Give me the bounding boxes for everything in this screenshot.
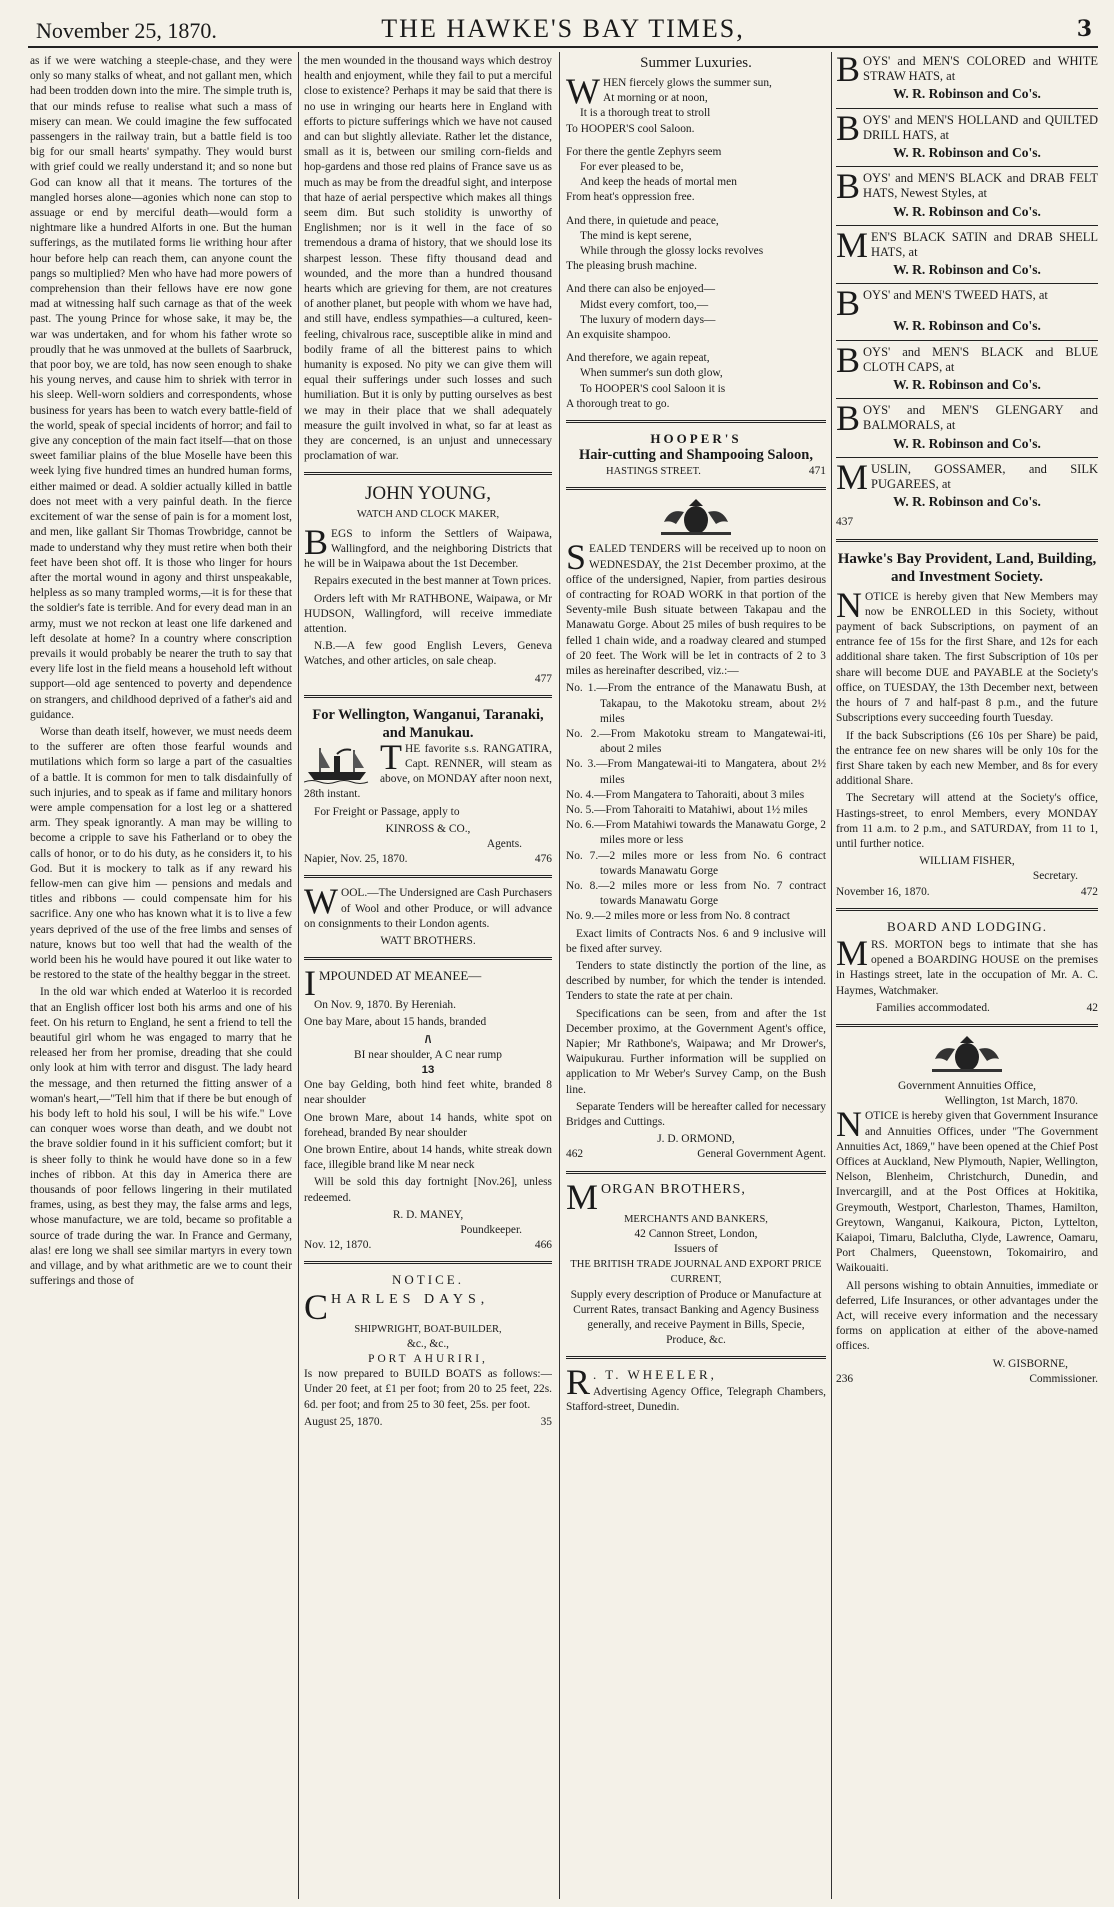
divider — [836, 166, 1098, 167]
signature-title: Commissioner. — [1029, 1372, 1098, 1385]
impound-item: One brown Mare, about 14 hands, white spot on forehead, branded By near shoulder — [304, 1111, 552, 1139]
contract-item: No. 8.—2 miles more or less from No. 7 contract towards Manawatu Gorge — [566, 879, 826, 908]
advert-heading: BOARD AND LODGING. — [887, 918, 1047, 934]
divider — [304, 1261, 552, 1264]
drop-cap: S — [566, 537, 587, 578]
column-4 — [836, 54, 1098, 1899]
issue-date: November 25, 1870. — [36, 18, 217, 43]
advert-place-date: Napier, Nov. 25, 1870. — [304, 853, 408, 866]
drop-cap: N — [836, 1104, 862, 1145]
impound-item: One brown Entire, about 14 hands, white streak down face, illegible brand like M near neck — [304, 1143, 552, 1172]
poem-line: And therefore, we again repeat, — [566, 352, 710, 365]
poem-line: When summer's sun doth glow, — [580, 367, 723, 380]
advert-number: 437 — [836, 516, 854, 529]
hat-advert — [836, 398, 1098, 451]
advert-place: PORT AHURIRI, — [368, 1353, 488, 1366]
hat-advert — [836, 283, 1098, 334]
advert-address: 42 Cannon Street, London, — [634, 1227, 758, 1240]
advert-body: EN'S BLACK SATIN and DRAB SHELL HATS, at — [871, 229, 1098, 260]
advert-number: 462 — [566, 1148, 584, 1161]
poem-line: For there the gentle Zephyrs seem — [566, 145, 722, 158]
poem-title: Summer Luxuries. — [640, 55, 752, 71]
advert-heading: NOTICE. — [392, 1272, 464, 1288]
poem-line: And there, in quietude and peace, — [566, 214, 719, 227]
hat-adverts — [836, 54, 1098, 509]
advert-board-lodging — [836, 919, 1098, 1016]
divider — [836, 457, 1098, 458]
column-rule — [831, 52, 832, 1899]
advert-signature: WATT BROTHERS. — [380, 934, 476, 947]
advert-number: 472 — [1080, 885, 1098, 898]
advert-heading: HOOPER'S — [650, 431, 742, 447]
advert-firm: W. R. Robinson and Co's. — [893, 203, 1041, 219]
poem-line — [566, 206, 826, 214]
divider — [304, 957, 552, 960]
contract-item: No. 4.—From Mangatera to Tahoraiti, about 3 miles — [566, 788, 805, 801]
article-paragraph: as if we were watching a steeple-chase, and they were only so many stalks of wheat, and not gallant men, which had been trodden down into the mire. The simple truth is, that our minds refuse to realise what such a mass of misery can mean. We could imagine the few suffocated passengers in the railway train, but a battle field is too big for our small hearts' sympathy. They would burst with grief could we really understand it; and so none but God can know all that it means. The tortures of the mangled horses alone—agonies which none can stop to assuage or end by merciful death—would form a nightmare like a hundred Alforts in one. But the human sufferings, as the mutilated forms lie writhing hour after hour before help can reach them, can anyone count the pangs so multiplied? Men who have had more powers of comprehension than their fellows have ere now gone mad at witnessing half such carnage as that of the week past. The young Prince for whose sake, it may be, the war was undertaken, and for whom his father wrote so proudly that he was unmoved at the bullets of Saarbruck, that poor boy, we are told, has now seen enough to shake his young nerves, and cause him to shriek with terror in his sleep. Well-worn soldiers and correspondents, whose business for years has been to watch every battle-field of the world, speak of special incidents of horror; and fail to give any conception of the main fact itself—that on those sweet familiar plains of the blue Moselle have been this week lying five hundred times an hundred human forms, either maimed or dead. A soldier actually killed in battle does not meet with a very painful death. In the fierce excitement of war the sense of pain is for a moment lost, and men, like gallant Sir Thomas Trowbridge, cannot be made to understand why they must retire when both their feet have been shot off. It is those who linger for hours after the mortal wound in agony and thirst unspeakable, helpless as so many trampled worms,—it is for these that the soldier's fate is terrible. And for every dead man in an army, must we not reckon at least one life darkened and left desolate at home? In a country where conscription prevails it would probably be nearer the truth to say that every life lost in the field means a household left without support—old age sentenced to poverty and dependence on strangers, and childhood deprived of a father's aid and guidance. — [30, 55, 292, 721]
poem-line: And there can also be enjoyed— — [566, 283, 715, 296]
article-paragraph: Worse than death itself, however, we must needs deem to the sufferer are often those fearful wounds and mutilations which form so large a part of the casualties of a battle. It is common for men to talk disdainfully of such injuries, and to speak as if fame and military honors were ample compensation for a lost leg or a shattered arm. They speak ignorantly. A man may be willing to become a cripple to save his Fatherland or to obey the calls of honor, or to do his duty, as he considers it, to his God. But it is mockery to talk as if any reward his fellow-men can give him — pensions and medals and titles and ribbons — could compensate him for his sacrifice. Any one who has known what it is to live a few years deprived of the use of the free limbs and senses of nature, knows but too well that had the wealth of the world been his he would have poured it out like water to be restored to the state of the healthy beggar in the street. — [30, 725, 292, 982]
advert-body: N.B.—A few good English Levers, Geneva Watches, and other articles, on sale cheap. — [304, 640, 552, 668]
poem-line: The mind is kept serene, — [580, 229, 692, 242]
drop-cap: T — [380, 736, 402, 777]
column-rule — [298, 52, 299, 1899]
advert-body: OTICE is hereby given that New Members may now be ENROLLED in this Society, without payment of back Subscriptions, on payment of an entrance fee of 15s for the first Share, and 12s for each additional share taken. The first Subscription of 10s per share will become DUE and PAYABLE at the Society's office, on TUESDAY, the 13th December next, between the hours of 7 and half-past 8 p.m., and the future Subscriptions every succeeding fourth Tuesday. — [836, 590, 1098, 725]
divider — [836, 539, 1098, 542]
advert-date: August 25, 1870. — [304, 1415, 383, 1428]
advert-body: OOL.—The Undersigned are Cash Purchasers of Wool and other Produce, or will advance on consignments to their London agents. — [304, 887, 552, 930]
advert-body: On Nov. 9, 1870. By Hereniah. — [314, 999, 456, 1012]
advert-body: Will be sold this day fortnight [Nov.26], unless redeemed. — [304, 1176, 552, 1204]
advert-body: Is now prepared to BUILD BOATS as follows:—Under 20 feet, at £1 per foot; from 20 to 25 feet, 22s. 6d. per foot; and from 25 to 30 feet, 25s. per foot. — [304, 1368, 552, 1411]
poem-line — [566, 137, 826, 145]
advert-body: For Freight or Passage, apply to — [314, 805, 460, 818]
divider — [566, 1356, 826, 1359]
contract-item: No. 3.—From Mangatewai-iti to Mangatera, about 2½ miles — [566, 758, 826, 786]
poem-line: And keep the heads of mortal men — [580, 176, 737, 189]
drop-cap: B — [836, 283, 861, 324]
advert-text: Issuers of — [674, 1243, 718, 1255]
divider — [836, 908, 1098, 911]
column-2 — [304, 54, 552, 1899]
advert-signature: J. D. ORMOND, — [657, 1133, 735, 1146]
advert-heading: JOHN YOUNG, — [365, 483, 491, 505]
article-paragraph: In the old war which ended at Waterloo it is recorded that an English officer lost both his arms and one of his feet. On his return to England, he sent a friend to tell the beautiful girl whom he was engaged to marry that he released her from her promise, dreading that she could only look at him with terror and disgust. The lady heard the message, and then returned the fitting answer of a woman's heart,—"Tell him that if there be but enough of his body left to hold his soul, I will be his wife." Love can conquer woes worse than death, and we doubt not the brave soldier found in it his sufficient comfort; but it is sheer folly to think he would have done so in a few inches of ribbon. At this day in America there are thousands of poor fellows lingering in their mutilated frames, using, as best they may, the false arms and legs, whose manufacture, we are told, became so profitable a source of trade during the war. In France and Germany, alas! ere long we shall see similar martyrs in every town and village, and by what arithmetic are we to count their sufferings and those of — [30, 986, 292, 1288]
advert-charles-days — [304, 1272, 552, 1430]
advert-body: OYS' and MEN'S COLORED and WHITE STRAW HATS, at — [863, 54, 1098, 84]
contract-list — [566, 681, 826, 924]
column-rule — [559, 52, 560, 1899]
advert-firm: W. R. Robinson and Co's. — [893, 86, 1041, 102]
column-1 — [30, 54, 292, 1899]
contract-item: No. 9.—2 miles more or less from No. 8 contract — [566, 910, 790, 923]
agent-name: KINROSS & CO., — [385, 822, 471, 835]
divider — [304, 875, 552, 878]
contract-item: No. 7.—2 miles more or less from No. 6 contract towards Manawatu Gorge — [566, 849, 826, 877]
advert-body: Exact limits of Contracts Nos. 6 and 9 inclusive will be fixed after survey. — [566, 927, 826, 955]
poem-line: It is a thorough treat to stroll — [580, 107, 711, 120]
advert-body: OYS' and MEN'S HOLLAND and QUILTED DRILL HATS, at — [863, 112, 1098, 142]
drop-cap: B — [836, 398, 861, 439]
advert-subheading: Hair-cutting and Shampooing Saloon, — [579, 447, 813, 464]
drop-cap: M — [836, 932, 869, 973]
advert-body: HE favorite s.s. RANGATIRA, Capt. RENNER, will steam as above, on MONDAY after noon next, 28th instant. — [304, 742, 552, 801]
advert-hooper — [566, 431, 826, 479]
advert-name: ORGAN BROTHERS, — [601, 1181, 746, 1197]
impound-item: BI near shoulder, A C near rump — [354, 1048, 502, 1061]
advert-date: November 16, 1870. — [836, 885, 930, 898]
advert-journal: THE BRITISH TRADE JOURNAL AND EXPORT PRICE CURRENT, — [570, 1259, 822, 1286]
column-3 — [566, 54, 826, 1899]
royal-crest-icon — [651, 498, 741, 538]
advert-subheading: SHIPWRIGHT, BOAT-BUILDER, — [354, 1323, 502, 1335]
divider — [836, 108, 1098, 109]
drop-cap: M — [566, 1176, 599, 1217]
advert-number: 35 — [540, 1415, 552, 1428]
divider — [304, 472, 552, 475]
hat-advert — [836, 54, 1098, 102]
advert-body: OYS' and MEN'S BLACK and DRAB FELT HATS, Newest Styles, at — [863, 171, 1098, 201]
newspaper-title: THE HAWKE'S BAY TIMES, — [381, 14, 745, 43]
divider — [566, 420, 826, 423]
advert-body: Orders left with Mr RATHBONE, Waipawa, or Mr HUDSON, Wallingford, will receive immediate attention. — [304, 592, 552, 635]
advert-body: OTICE is hereby given that Government Insurance and Annuities Offices, under "The Government Annuities Act, 1869," have been opened at the Chief Post Offices at Auckland, New Plymouth, Napier, Wellington, Nelson, Blenheim, Christchurch, Dunedin, and Invercargill, and at the Post Offices at Hokitika, Greymouth, Westport, Charleston, Thames, Hamilton, Greytown, Wanganui, Kaikoura, Picton, Lyttelton, Kaiapoi, Timaru, Balclutha, Clyde, Lawrence, Oamaru, Port Chalmers, Queenstown, Tokomairiro, and Waikouaiti. — [836, 1110, 1098, 1275]
advert-body: USLIN, GOSSAMER, and SILK PUGAREES, at — [871, 461, 1098, 492]
advert-signature: WILLIAM FISHER, — [919, 855, 1015, 868]
advert-impounded — [304, 963, 552, 1253]
advert-body: EGS to inform the Settlers of Waipawa, Wallingford, and the neighboring Districts that he will be in Waipawa about the 1st December. — [304, 527, 552, 571]
drop-cap: M — [836, 224, 869, 265]
poem-line: Midst every comfort, too,— — [580, 298, 709, 311]
poem-line: At morning or at noon, — [602, 92, 708, 105]
advert-wool — [304, 881, 552, 949]
contract-item: No. 1.—From the entrance of the Manawatu Bush, at Takapau, to the Makotoku stream, about 2½ miles — [566, 682, 826, 725]
advert-address: HASTINGS STREET. — [606, 466, 701, 478]
drop-cap: W — [566, 71, 600, 111]
divider — [566, 1171, 826, 1174]
contract-item: No. 5.—From Tahoraiti to Matahiwi, about 1½ miles — [566, 803, 808, 816]
drop-cap: W — [304, 881, 338, 922]
page-number: 3 — [1076, 16, 1092, 42]
royal-crest-icon — [922, 1035, 1012, 1075]
divider — [836, 398, 1098, 399]
drop-cap: B — [304, 521, 329, 562]
advert-subheading: WATCH AND CLOCK MAKER, — [356, 509, 500, 521]
advert-number: 466 — [534, 1239, 552, 1252]
poem-line: HEN fiercely glows the summer sun, — [602, 77, 772, 89]
advert-firm: W. R. Robinson and Co's. — [893, 435, 1041, 451]
advert-body: All persons wishing to obtain Annuities, immediate or deferred, Life Insurances, or other advantages under the Act, will receive every information and the necessary forms on application at either of the above-named offices. — [836, 1279, 1098, 1353]
advert-wheeler — [566, 1362, 826, 1415]
advert-name: HARLES DAYS, — [331, 1291, 490, 1307]
masthead — [28, 6, 1098, 48]
advert-heading: For Wellington, Wanganui, Taranaki, and Manukau. — [312, 706, 544, 741]
advert-annuities — [836, 1035, 1098, 1387]
hat-advert — [836, 456, 1098, 510]
drop-cap: C — [304, 1286, 329, 1327]
advert-body: Separate Tenders will be hereafter called for necessary Bridges and Cuttings. — [566, 1100, 826, 1128]
hat-advert — [836, 166, 1098, 219]
hat-advert — [836, 339, 1098, 393]
advert-rangatira — [304, 706, 552, 868]
advert-signature: W. GISBORNE, — [992, 1357, 1068, 1370]
contract-item: No. 6.—From Matahiwi towards the Manawatu Gorge, 2 miles more or less — [566, 819, 826, 847]
advert-provident-society — [836, 550, 1098, 900]
advert-name: . T. WHEELER, — [593, 1367, 717, 1383]
advert-body: Repairs executed in the best manner at Town prices. — [314, 575, 552, 588]
advert-body: EALED TENDERS will be received up to noon on WEDNESDAY, the 21st December proximo, at the office of the undersigned, Napier, from parties desirous of contracting for ROAD WORK in that portion of the Seventy-mile Bush situate between Takapau and the Manawatu Gorge. About 25 miles of bush requires to be felled 1 chain wide, and a roadway cleared and stumped of 20 feet. The Work will be let in contracts of 2 to 3 miles as hereinafter described, viz.:— — [566, 543, 826, 678]
brand-mark: 13 — [421, 1063, 435, 1076]
steamship-icon — [304, 744, 374, 786]
advert-text: Families accommodated. — [876, 1001, 990, 1014]
advert-subheading: MERCHANTS AND BANKERS, — [624, 1213, 768, 1225]
drop-cap: N — [836, 584, 862, 625]
drop-cap: B — [836, 107, 861, 148]
advert-signature: R. D. MANEY, — [392, 1208, 464, 1221]
divider — [836, 1024, 1098, 1027]
advert-body: OYS' and MEN'S TWEED HATS, at — [863, 288, 1048, 303]
drop-cap: I — [304, 963, 316, 1004]
signature-title: Secretary. — [1032, 870, 1078, 883]
advert-number: 471 — [808, 465, 826, 478]
poem-line: A thorough treat to go. — [566, 397, 670, 410]
poem-line: The pleasing brush machine. — [566, 260, 697, 273]
advert-body: Advertising Agency Office, Telegraph Chambers, Stafford-street, Dunedin. — [566, 1385, 826, 1413]
poem-line: For ever pleased to be, — [580, 161, 684, 174]
poem-line: To HOOPER'S cool Saloon it is — [580, 382, 726, 395]
advert-john-young — [304, 483, 552, 686]
poem-line: While through the glossy locks revolves — [580, 245, 764, 258]
advert-body: OYS' and MEN'S BLACK and BLUE CLOTH CAPS, at — [863, 344, 1098, 374]
signature-title: General Government Agent. — [697, 1148, 826, 1161]
divider — [836, 340, 1098, 341]
advert-date: Wellington, 1st March, 1870. — [944, 1095, 1078, 1108]
advert-body: Specifications can be seen, from and after the 1st December proximo, at the Government Agent's office, Napier; Mr Rathbone's, Waipawa; and Mr Drower's, Waipukurau. Further information will be supplied on application to Mr Weber's Survey Camp, on the Bush line. — [566, 1007, 826, 1096]
drop-cap: M — [836, 456, 869, 497]
poem-lines — [566, 71, 826, 412]
drop-cap: R — [566, 1362, 591, 1403]
advert-body: Supply every description of Produce or Manufacture at Current Rates, transact Banking and Agency Business generally, and receive Payment in Bills, Specie, Produce, &c. — [570, 1288, 822, 1347]
poem-line: The luxury of modern days— — [580, 313, 716, 326]
advert-body: OYS' and MEN'S GLENGARY and BALMORALS, at — [863, 403, 1098, 433]
divider — [836, 225, 1098, 226]
hat-advert — [836, 107, 1098, 161]
poem-line: From heat's oppression free. — [566, 191, 695, 204]
advert-heading: MPOUNDED AT MEANEE— — [319, 968, 482, 984]
impound-item: One bay Gelding, both hind feet white, branded 8 near shoulder — [304, 1079, 552, 1107]
impound-item: One bay Mare, about 15 hands, branded — [304, 1016, 487, 1029]
advert-number: 236 — [836, 1372, 854, 1385]
contract-item: No. 2.—From Makotoku stream to Mangatewai-iti, about 2 miles — [566, 727, 826, 756]
advert-tenders — [566, 498, 826, 1162]
advert-subheading: &c., &c., — [406, 1337, 450, 1350]
advert-body: RS. MORTON begs to intimate that she has opened a BOARDING HOUSE on the premises in Hastings street, late in the occupation of Mr. A. C. Haymes, Watchmaker. — [836, 938, 1098, 997]
advert-firm: W. R. Robinson and Co's. — [893, 262, 1041, 278]
advert-firm: W. R. Robinson and Co's. — [893, 145, 1041, 161]
advert-firm: W. R. Robinson and Co's. — [893, 494, 1041, 510]
advert-morgan-brothers — [566, 1176, 826, 1349]
advert-number: 42 — [1086, 1001, 1098, 1014]
divider — [836, 283, 1098, 284]
poem-line — [566, 274, 826, 282]
poem-line: To HOOPER'S cool Saloon. — [566, 122, 695, 135]
article-paragraph: the men wounded in the thousand ways which destroy health and enjoyment, while they fail to put a merciful close to existence? Perhaps it may be said that there is no use in wringing our hearts here in England with efforts to picture sufferings which we have not caused and can but slightly alleviate. Rather let the distance, small as it is, between our smiling corn-fields and hop-gardens and those red plains of France save us as much as may be from the dreadful sight, and interpose that haze of aerial perspective which makes all things seem dim. But such stolidity is unworthy of Englishmen; nor is it well in the face of so tremendous a drama of history, that we should lose its sharpest lesson. These fifty thousand dead and wounded, and the more than a hundred thousand hearts which are grieving for them, are not creatures of another planet, but people with whom we have had, and still have, endless sympathies—a cultured, keen-feeling, chivalrous race, susceptible alike in mind and bodily frame of all the bitterest pains to which humanity is exposed. No pity we can give them will equal their sufferings under such losses and such humiliation. But it is only by putting ourselves as best we may in their place that we shall adequately measure the guilt involved in what, so far at least as they are concerned, is an unjust and unnecessary proclamation of war. — [304, 55, 552, 463]
advert-firm: W. R. Robinson and Co's. — [893, 318, 1041, 334]
advert-body: If the back Subscriptions (£6 10s per Share) be paid, the entrance fee on new shares will be only 10s for the first Share taken by each new Member, and 8s for every additional Share. — [836, 729, 1098, 788]
advert-number: 477 — [534, 672, 552, 685]
poem-summer-luxuries — [566, 54, 826, 412]
advert-heading: Hawke's Bay Provident, Land, Building, and Investment Society. — [837, 550, 1097, 585]
poem-line — [566, 343, 826, 351]
drop-cap: B — [836, 339, 861, 380]
advert-body: Tenders to state distinctly the portion of the line, as described by number, for which the tender is intended. Tenders to state the rate at per chain. — [566, 959, 826, 1003]
drop-cap: B — [836, 166, 861, 207]
brand-mark: /\ — [424, 1033, 432, 1046]
agent-title: Agents. — [486, 837, 522, 850]
advert-body: The Secretary will attend at the Society's office, Hastings-street, to enrol Members, every MONDAY from 11 a.m. to 2 p.m., and SATURDAY, from 11 to 1, until further notice. — [836, 792, 1098, 850]
advert-office: Government Annuities Office, — [897, 1079, 1037, 1092]
poem-line: An exquisite shampoo. — [566, 329, 671, 342]
hat-advert — [836, 224, 1098, 278]
advert-date: Nov. 12, 1870. — [304, 1239, 372, 1252]
divider — [566, 487, 826, 490]
drop-cap: B — [836, 54, 861, 89]
divider — [304, 695, 552, 698]
signature-title: Poundkeeper. — [460, 1224, 522, 1236]
advert-number: 476 — [534, 853, 552, 866]
advert-firm: W. R. Robinson and Co's. — [893, 377, 1041, 393]
